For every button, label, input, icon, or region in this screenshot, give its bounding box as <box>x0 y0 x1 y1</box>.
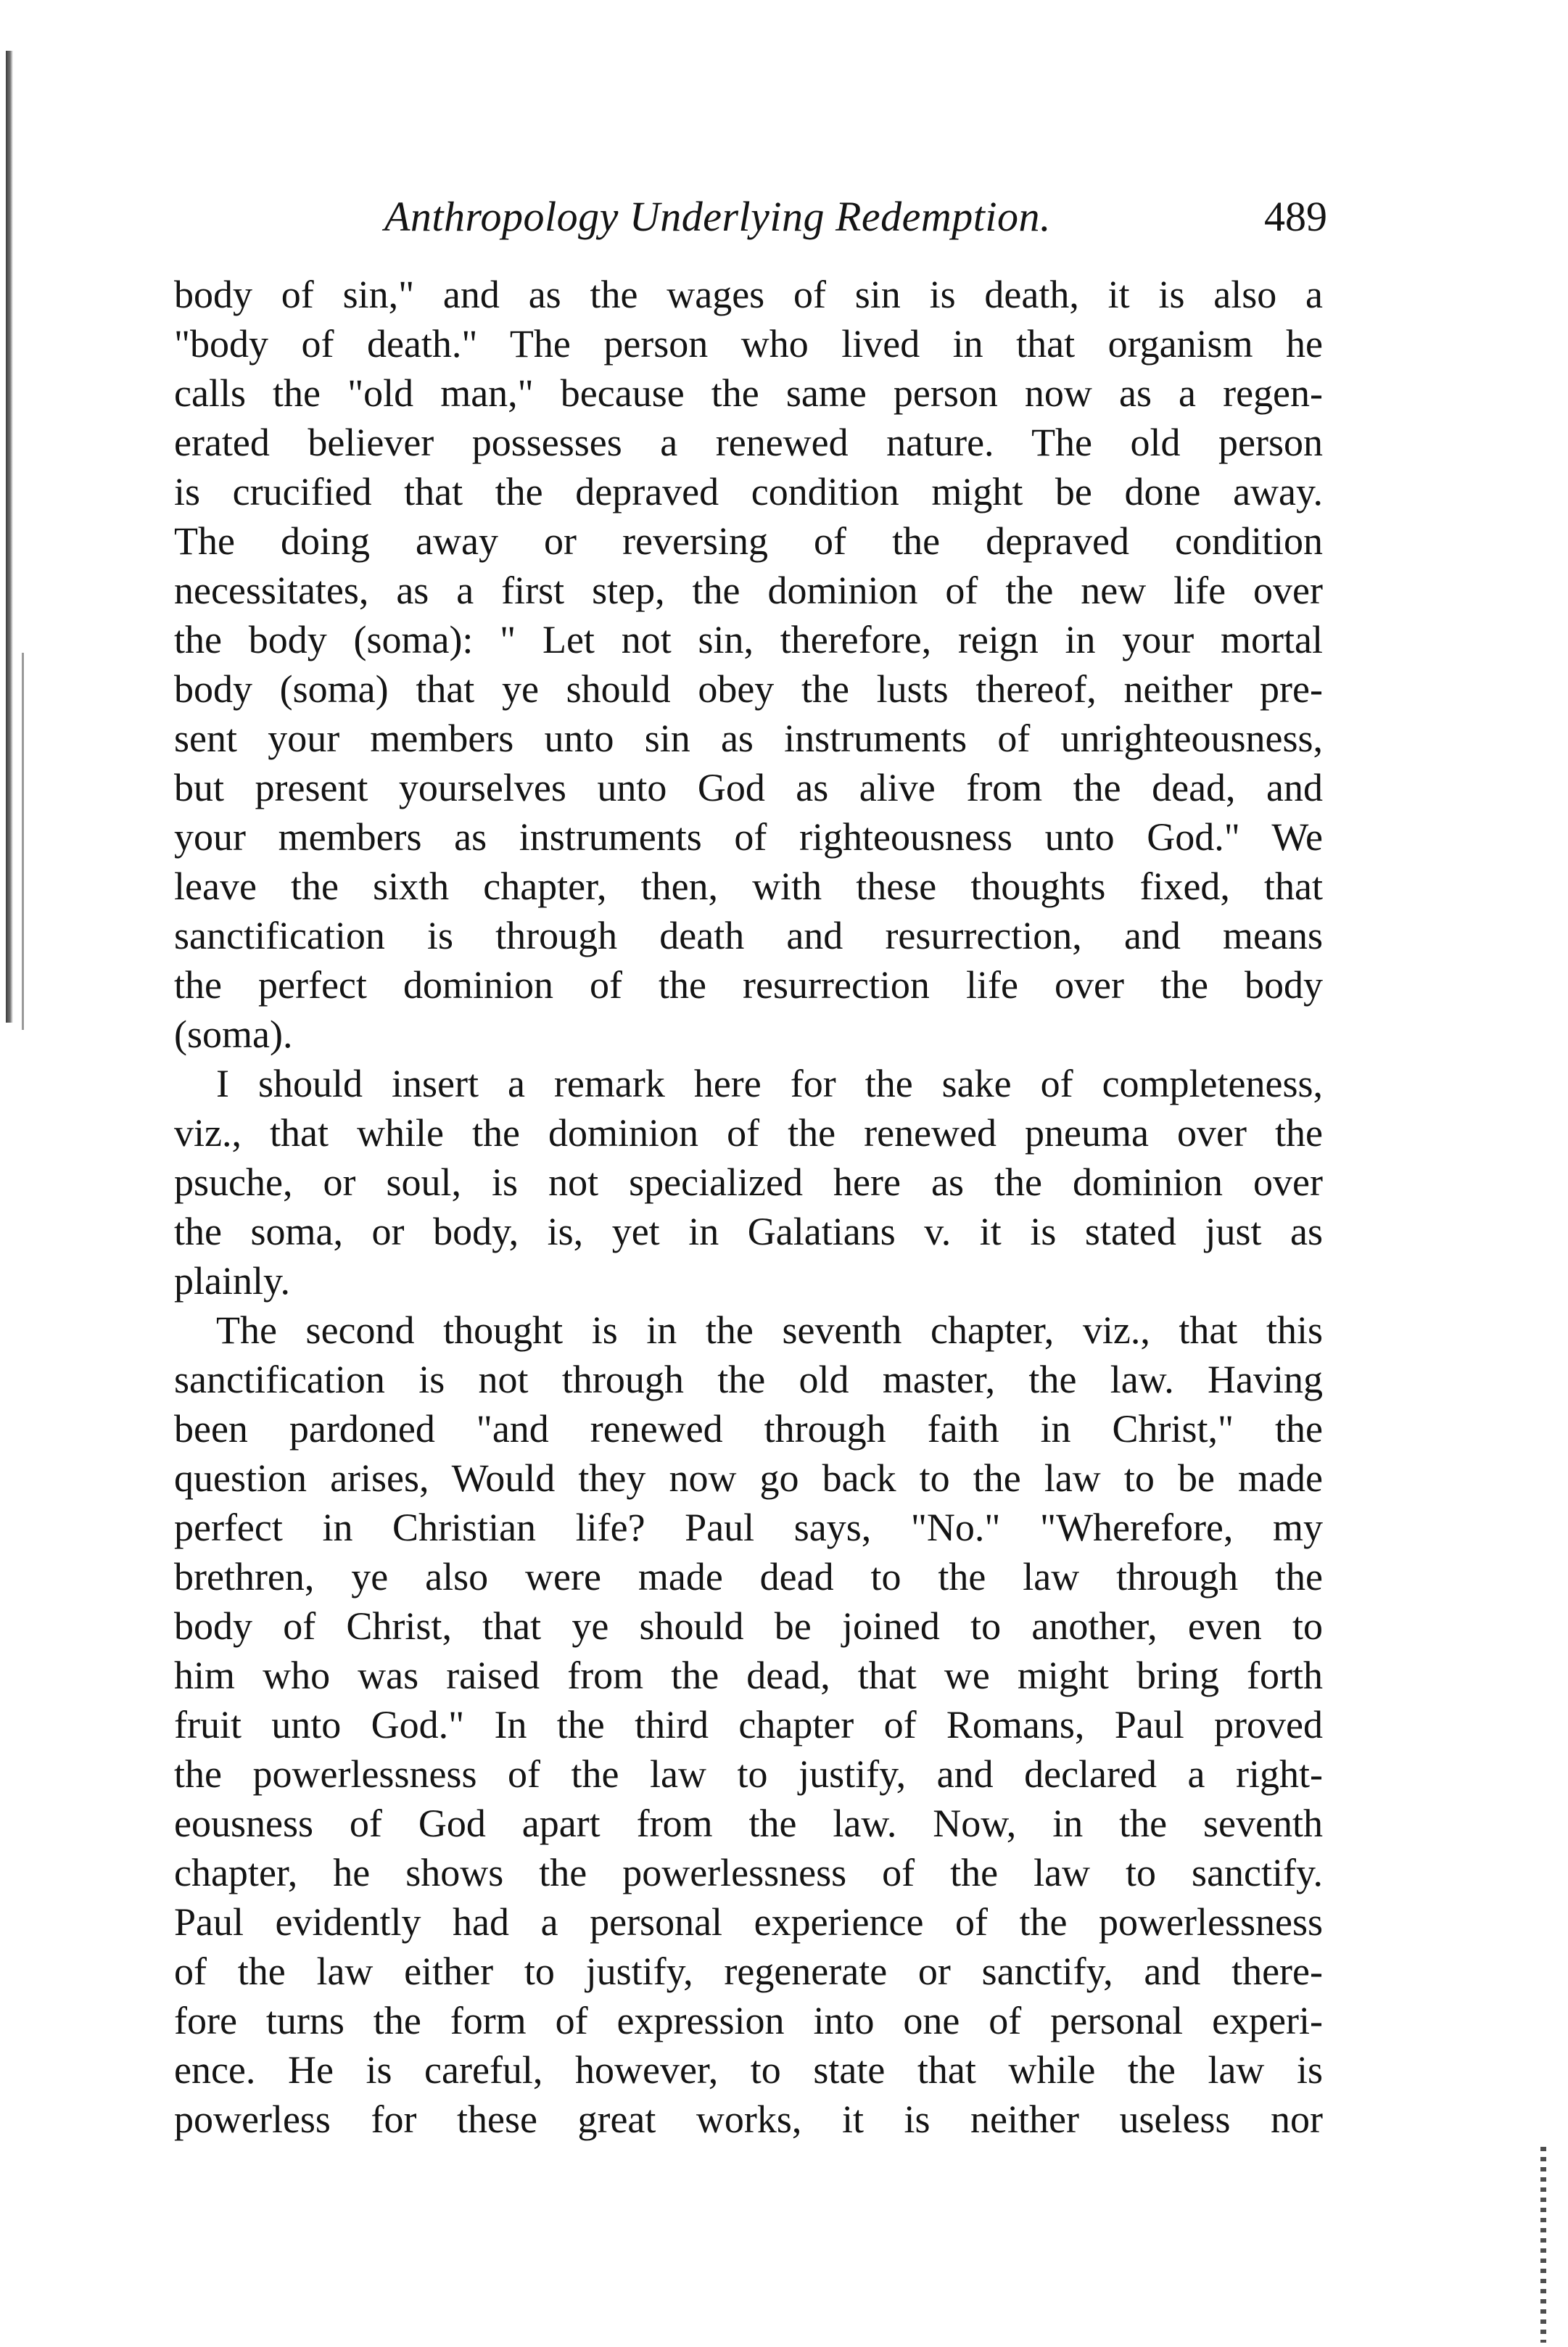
text-line: is crucified that the depraved condition might be done away. <box>174 470 1323 513</box>
text-line: sanctification is through death and resurrection, and means <box>174 914 1323 957</box>
text-line: ence. He is careful, however, to state that while the law is <box>174 2048 1323 2092</box>
text-line: psuche, or soul, is not specialized here as the dominion over <box>174 1160 1323 1204</box>
text-line: him who was raised from the dead, that we might bring forth <box>174 1654 1323 1697</box>
text-line: brethren, ye also were made dead to the law through the <box>174 1555 1323 1599</box>
binding-edge-shadow <box>6 51 13 1023</box>
text-line: the soma, or body, is, yet in Galatians v. it is stated just as <box>174 1210 1323 1253</box>
text-line: leave the sixth chapter, then, with these thoughts fixed, that <box>174 865 1323 908</box>
text-line: powerless for these great works, it is neither useless nor <box>174 2098 1323 2141</box>
page-number: 489 <box>1264 193 1327 240</box>
text-line: your members as instruments of righteousness unto God." We <box>174 815 1323 859</box>
text-line: The second thought is in the seventh chapter, viz., that this <box>216 1308 1323 1352</box>
text-line: erated believer possesses a renewed nature. The old person <box>174 421 1323 464</box>
text-line: I should insert a remark here for the sake of completeness, <box>216 1062 1323 1105</box>
text-line: of the law either to justify, regenerate or sanctify, and there- <box>174 1950 1323 1993</box>
scan-edge-speckle <box>1540 2147 1546 2343</box>
text-line: sent your members unto sin as instruments of unrighteousness, <box>174 717 1323 760</box>
text-line: body (soma) that ye should obey the lusts thereof, neither pre- <box>174 667 1323 711</box>
body-text <box>174 270 1323 2144</box>
text-line: The doing away or reversing of the depraved condition <box>174 519 1323 563</box>
binding-edge-line <box>22 653 24 1030</box>
text-line: eousness of God apart from the law. Now, in the seventh <box>174 1802 1323 1845</box>
text-line: "body of death." The person who lived in that organism he <box>174 322 1323 366</box>
text-line: plainly. <box>174 1259 290 1303</box>
text-line: chapter, he shows the powerlessness of the law to sanctify. <box>174 1851 1323 1894</box>
text-line: question arises, Would they now go back to the law to be made <box>174 1456 1323 1500</box>
text-line: body of Christ, that ye should be joined to another, even to <box>174 1604 1323 1648</box>
text-line: sanctification is not through the old master, the law. Having <box>174 1358 1323 1401</box>
text-line: the powerlessness of the law to justify, and declared a right- <box>174 1752 1323 1796</box>
text-line: but present yourselves unto God as alive from the dead, and <box>174 766 1323 809</box>
text-line: Paul evidently had a personal experience of the powerlessness <box>174 1900 1323 1944</box>
text-line: necessitates, as a first step, the dominion of the new life over <box>174 569 1323 612</box>
text-line: viz., that while the dominion of the renewed pneuma over the <box>174 1111 1323 1155</box>
text-line: perfect in Christian life? Paul says, "No." "Wherefore, my <box>174 1506 1323 1549</box>
text-line: fore turns the form of expression into one of personal experi- <box>174 1999 1323 2042</box>
text-line: the body (soma): " Let not sin, therefore, reign in your mortal <box>174 618 1323 661</box>
text-line: fruit unto God." In the third chapter of Romans, Paul proved <box>174 1703 1323 1746</box>
text-line: calls the "old man," because the same person now as a regen- <box>174 371 1323 415</box>
page-header <box>384 192 1327 250</box>
text-line: been pardoned "and renewed through faith in Christ," the <box>174 1407 1323 1451</box>
text-line: body of sin," and as the wages of sin is death, it is also a <box>174 273 1323 316</box>
running-title: Anthropology Underlying Redemption. <box>384 193 1052 240</box>
text-line: (soma). <box>174 1012 293 1056</box>
text-line: the perfect dominion of the resurrection life over the body <box>174 963 1323 1007</box>
